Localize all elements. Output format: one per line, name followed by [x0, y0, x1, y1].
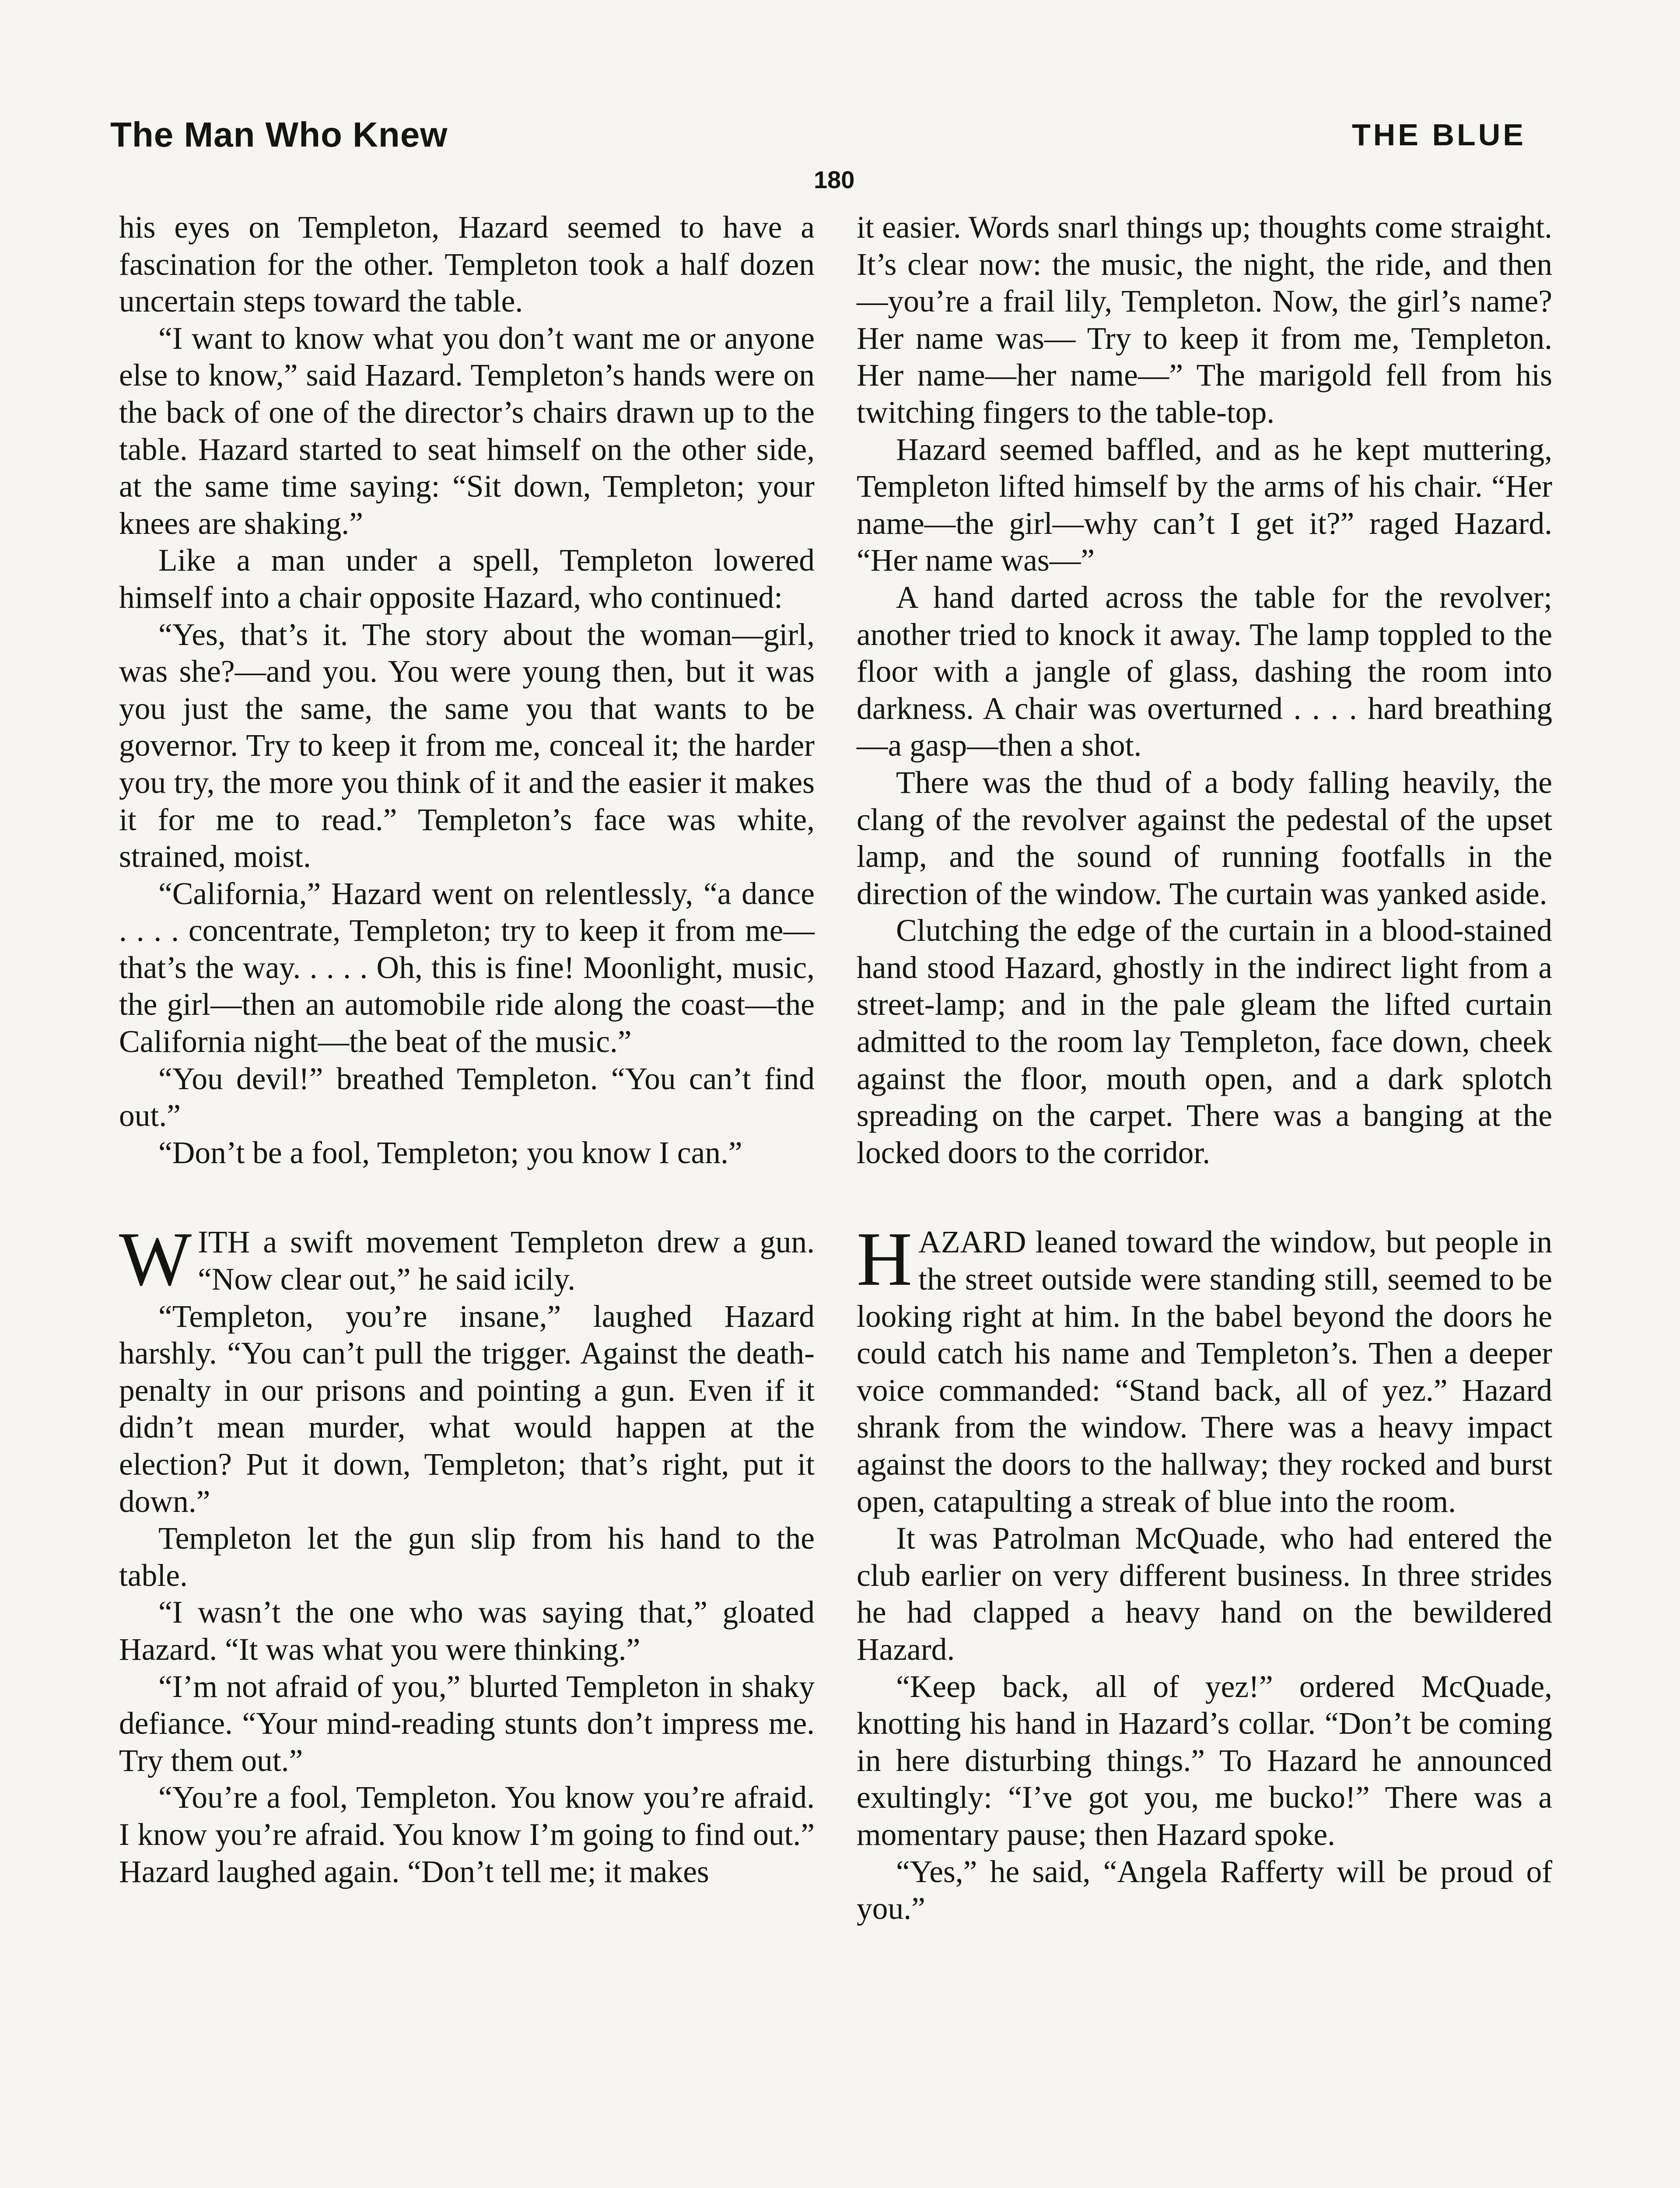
paragraph-text: AZARD leaned toward the window, but people in the street outside were standing still, seemed to be looking right at him. In the babel beyond the doors he could catch his name and Templeton’s. Then a deeper voice commanded: “Stand back, all of yez.” Hazard shrank from the window. There was a heavy impact against the doors to the hallway; they rocked and burst open, catapulting a streak of blue into the room.: [857, 1225, 1552, 1519]
left-column: [119, 209, 815, 1890]
paragraph: “Keep back, all of yez!” ordered McQuade, knotting his hand in Hazard’s collar. “Don’t be coming in here disturbing things.” To Hazard he announced exultingly: “I’ve got you, me bucko!” There was a momentary pause; then Hazard spoke.: [857, 1669, 1552, 1852]
drop-cap: H: [857, 1217, 913, 1302]
paragraph: “Don’t be a fool, Templeton; you know I can.”: [158, 1135, 742, 1170]
section-opening: [119, 1217, 815, 1302]
paragraph: Templeton let the gun slip from his hand to the table.: [119, 1521, 815, 1593]
paragraph: “Yes, that’s it. The story about the woman—girl, was she?—and you. You were young then, but it was you just the same, the same you that wants to be governor. Try to keep it from me, conceal it; the harder you try, the more you think of it and the easier it makes it for me to read.” Templeton’s face was white, strained, moist.: [119, 617, 815, 874]
paragraph: “California,” Hazard went on relentlessly, “a dance . . . . concentrate, Templeton; try to keep it from me—that’s the way. . . . . Oh, this is fine! Moonlight, music, the girl—then an automobile ride along the coast—the California night—the beat of the music.”: [119, 876, 815, 1059]
paragraph: “Templeton, you’re insane,” laughed Hazard harshly. “You can’t pull the trigger. Against the death-penalty in our prisons and pointing a gun. Even if it didn’t mean murder, what would happen at the election? Put it down, Templeton; that’s right, put it down.”: [119, 1299, 815, 1519]
paragraph-text: ITH a swift movement Templeton drew a gun. “Now clear out,” he said icily.: [198, 1225, 815, 1297]
paragraph: “You devil!” breathed Templeton. “You can’t find out.”: [119, 1061, 815, 1133]
paragraph: Clutching the edge of the curtain in a blood-stained hand stood Hazard, ghostly in the indirect light from a street-lamp; and in the pale gleam the lifted curtain admitted to the room lay Templeton, face down, cheek against the floor, mouth open, and a dark splotch spreading on the carpet. There was a banging at the locked doors to the corridor.: [857, 913, 1552, 1170]
running-header-title: The Man Who Knew: [110, 115, 448, 154]
paragraph: it easier. Words snarl things up; thoughts come straight. It’s clear now: the music, the night, the ride, and then—you’re a frail lily, Templeton. Now, the girl’s name? Her name was— Try to keep it from me, Templeton. Her name—her name—” The marigold fell from his twitching fingers to the table-top.: [857, 210, 1552, 430]
paragraph: “You’re a fool, Templeton. You know you’re afraid. I know you’re afraid. You know I’m going to find out.” Hazard laughed again. “Don’t tell me; it makes: [119, 1780, 815, 1889]
paragraph: his eyes on Templeton, Hazard seemed to have a fascination for the other. Templeton took a half dozen uncertain steps toward the table.: [119, 210, 815, 319]
paragraph: Like a man under a spell, Templeton lowered himself into a chair opposite Hazard, who continued:: [119, 543, 815, 615]
paragraph: It was Patrolman McQuade, who had entered the club earlier on very different business. In three strides he had clapped a heavy hand on the bewildered Hazard.: [857, 1521, 1552, 1667]
paragraph: There was the thud of a body falling heavily, the clang of the revolver against the pedestal of the upset lamp, and the sound of running footfalls in the direction of the window. The curtain was yanked aside.: [857, 765, 1552, 911]
right-column: [857, 209, 1552, 1928]
running-header-section: THE BLUE: [1352, 118, 1526, 152]
paragraph: “I wasn’t the one who was saying that,” gloated Hazard. “It was what you were thinking.”: [119, 1595, 815, 1667]
paragraph: “Yes,” he said, “Angela Rafferty will be proud of you.”: [857, 1854, 1552, 1926]
paragraph: Hazard seemed baffled, and as he kept muttering, Templeton lifted himself by the arms of his chair. “Her name—the girl—why can’t I get it?” raged Hazard. “Her name was—”: [857, 432, 1552, 578]
drop-cap: W: [119, 1217, 192, 1302]
page-number: 180: [814, 166, 855, 193]
paragraph: “I want to know what you don’t want me or anyone else to know,” said Hazard. Templeton’s hands were on the back of one of the director’s chairs drawn up to the table. Hazard started to seat himself on the other side, at the same time saying: “Sit down, Templeton; your knees are shaking.”: [119, 321, 815, 541]
paragraph: A hand darted across the table for the revolver; another tried to knock it away. The lamp toppled to the floor with a jangle of glass, dashing the room into darkness. A chair was overturned . . . . hard breathing—a gasp—then a shot.: [857, 580, 1552, 763]
paragraph: “I’m not afraid of you,” blurted Templeton in shaky defiance. “Your mind-reading stunts don’t impress me. Try them out.”: [119, 1669, 815, 1778]
section-opening: [857, 1217, 1552, 1520]
